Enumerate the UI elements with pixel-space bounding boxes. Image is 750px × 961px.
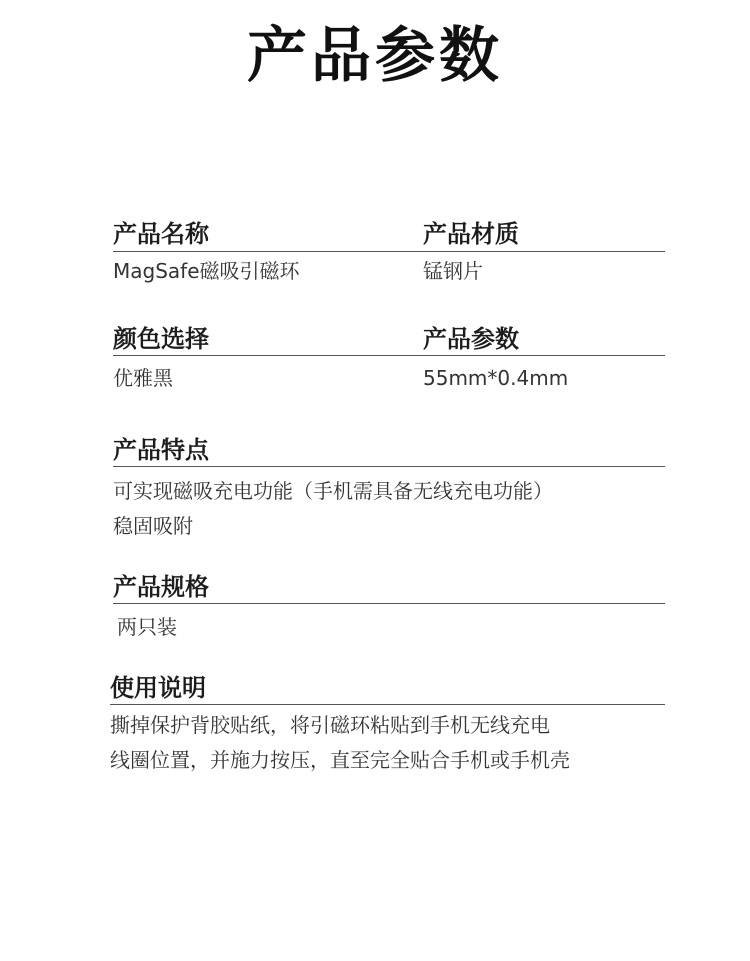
product-name-value: MagSafe磁吸引磁环 xyxy=(113,259,300,283)
divider xyxy=(113,466,665,467)
features-label: 产品特点 xyxy=(113,436,209,464)
usage-label: 使用说明 xyxy=(110,674,206,702)
divider xyxy=(113,251,665,252)
spec-label: 产品规格 xyxy=(113,573,209,601)
material-label: 产品材质 xyxy=(423,220,519,248)
feature-line: 可实现磁吸充电功能（手机需具备无线充电功能） xyxy=(113,479,553,503)
spec-value: 两只装 xyxy=(117,615,177,639)
size-label: 产品参数 xyxy=(423,325,519,353)
usage-line: 线圈位置，并施力按压，直至完全贴合手机或手机壳 xyxy=(110,748,570,772)
color-label: 颜色选择 xyxy=(113,325,209,353)
usage-line: 撕掉保护背胶贴纸，将引磁环粘贴到手机无线充电 xyxy=(110,713,550,737)
page-title: 产品参数 xyxy=(247,21,503,91)
divider xyxy=(113,603,665,604)
color-value: 优雅黑 xyxy=(113,366,173,390)
divider xyxy=(110,704,665,705)
size-value: 55mm*0.4mm xyxy=(423,366,569,390)
feature-line: 稳固吸附 xyxy=(113,514,193,538)
product-name-label: 产品名称 xyxy=(113,220,209,248)
material-value: 锰钢片 xyxy=(423,259,483,283)
divider xyxy=(113,355,665,356)
